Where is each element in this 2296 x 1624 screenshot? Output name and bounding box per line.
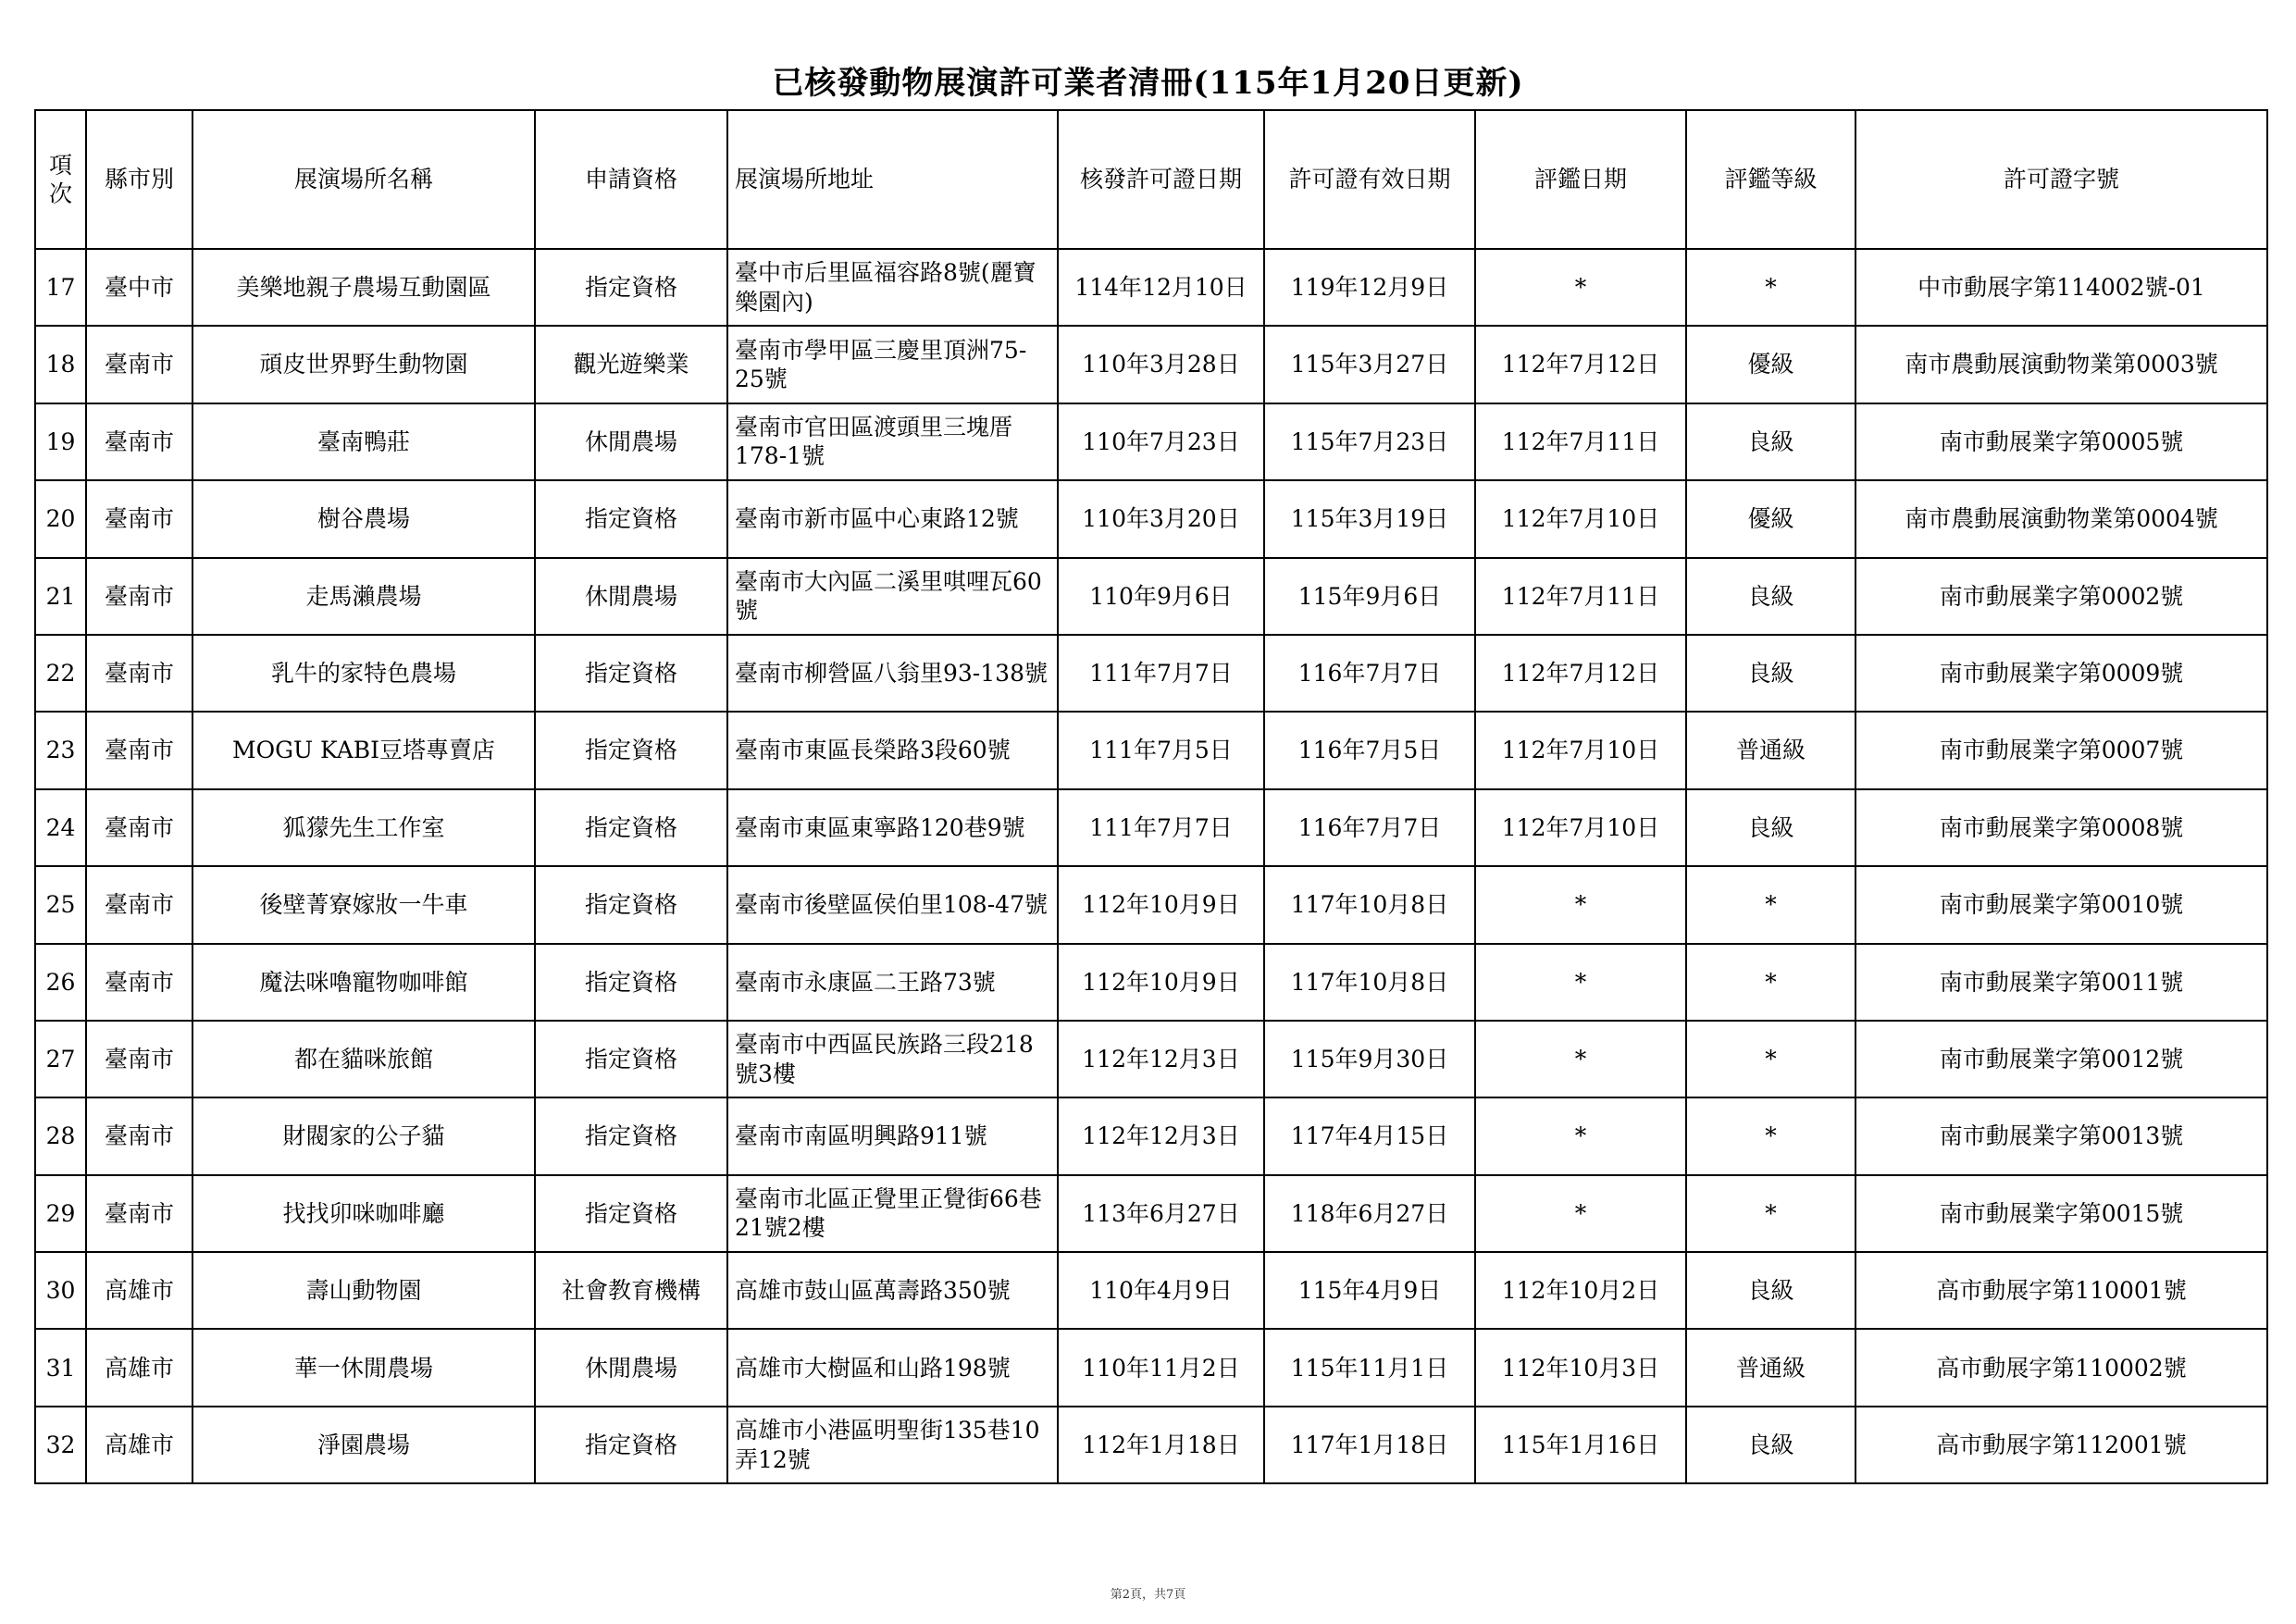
- cell-qualification: 指定資格: [535, 1175, 727, 1252]
- cell-city: 臺南市: [86, 635, 192, 712]
- cell-city: 臺南市: [86, 558, 192, 635]
- header-valid-date: 許可證有效日期: [1264, 110, 1475, 249]
- cell-address: 臺南市官田區渡頭里三塊厝178-1號: [727, 403, 1058, 480]
- table-row: [35, 635, 2267, 712]
- cell-evaluation-date: 112年10月3日: [1475, 1329, 1686, 1406]
- cell-item-no: 27: [35, 1021, 86, 1097]
- cell-city: 臺南市: [86, 1175, 192, 1252]
- cell-item-no: 22: [35, 635, 86, 712]
- cell-qualification: 觀光遊樂業: [535, 326, 727, 403]
- cell-address: 臺南市東區長榮路3段60號: [727, 712, 1058, 788]
- cell-evaluation-grade: *: [1686, 944, 1855, 1021]
- cell-venue-name: 魔法咪嚕寵物咖啡館: [192, 944, 535, 1021]
- cell-valid-date: 116年7月7日: [1264, 635, 1475, 712]
- cell-venue-name: 樹谷農場: [192, 480, 535, 557]
- cell-evaluation-date: *: [1475, 1021, 1686, 1097]
- cell-issue-date: 110年3月28日: [1058, 326, 1264, 403]
- cell-qualification: 指定資格: [535, 480, 727, 557]
- cell-address: 臺南市學甲區三慶里頂洲75-25號: [727, 326, 1058, 403]
- cell-qualification: 指定資格: [535, 789, 727, 866]
- cell-evaluation-grade: *: [1686, 1175, 1855, 1252]
- cell-address: 臺南市北區正覺里正覺街66巷21號2樓: [727, 1175, 1058, 1252]
- cell-venue-name: 後壁菁寮嫁妝一牛車: [192, 866, 535, 943]
- cell-item-no: 18: [35, 326, 86, 403]
- cell-evaluation-date: 112年7月11日: [1475, 403, 1686, 480]
- cell-address: 臺南市永康區二王路73號: [727, 944, 1058, 1021]
- cell-evaluation-date: 115年1月16日: [1475, 1407, 1686, 1483]
- cell-valid-date: 117年4月15日: [1264, 1097, 1475, 1174]
- cell-evaluation-grade: *: [1686, 1021, 1855, 1097]
- cell-valid-date: 115年9月30日: [1264, 1021, 1475, 1097]
- table-header-row: [35, 110, 2267, 249]
- table-row: [35, 712, 2267, 788]
- cell-evaluation-grade: 優級: [1686, 480, 1855, 557]
- cell-permit-number: 南市動展業字第0010號: [1855, 866, 2267, 943]
- cell-qualification: 指定資格: [535, 944, 727, 1021]
- cell-valid-date: 119年12月9日: [1264, 249, 1475, 326]
- table-row: [35, 1329, 2267, 1406]
- header-evaluation-date: 評鑑日期: [1475, 110, 1686, 249]
- cell-qualification: 指定資格: [535, 1021, 727, 1097]
- cell-evaluation-grade: 良級: [1686, 403, 1855, 480]
- cell-issue-date: 110年3月20日: [1058, 480, 1264, 557]
- cell-address: 高雄市小港區明聖街135巷10弄12號: [727, 1407, 1058, 1483]
- cell-city: 高雄市: [86, 1329, 192, 1406]
- cell-item-no: 17: [35, 249, 86, 326]
- cell-venue-name: 財閥家的公子貓: [192, 1097, 535, 1174]
- cell-venue-name: 都在貓咪旅館: [192, 1021, 535, 1097]
- cell-evaluation-grade: 優級: [1686, 326, 1855, 403]
- cell-issue-date: 110年11月2日: [1058, 1329, 1264, 1406]
- table-row: [35, 944, 2267, 1021]
- cell-evaluation-date: *: [1475, 1175, 1686, 1252]
- cell-city: 臺中市: [86, 249, 192, 326]
- cell-permit-number: 中市動展字第114002號-01: [1855, 249, 2267, 326]
- cell-city: 臺南市: [86, 1021, 192, 1097]
- cell-permit-number: 南市動展業字第0015號: [1855, 1175, 2267, 1252]
- cell-venue-name: MOGU KABI豆塔專賣店: [192, 712, 535, 788]
- table-row: [35, 403, 2267, 480]
- cell-permit-number: 南市農動展演動物業第0003號: [1855, 326, 2267, 403]
- cell-evaluation-grade: *: [1686, 249, 1855, 326]
- cell-issue-date: 113年6月27日: [1058, 1175, 1264, 1252]
- cell-venue-name: 壽山動物園: [192, 1252, 535, 1329]
- cell-valid-date: 115年4月9日: [1264, 1252, 1475, 1329]
- cell-issue-date: 111年7月5日: [1058, 712, 1264, 788]
- cell-issue-date: 112年10月9日: [1058, 944, 1264, 1021]
- cell-issue-date: 110年9月6日: [1058, 558, 1264, 635]
- header-issue-date: 核發許可證日期: [1058, 110, 1264, 249]
- cell-qualification: 指定資格: [535, 1407, 727, 1483]
- cell-city: 臺南市: [86, 712, 192, 788]
- cell-issue-date: 111年7月7日: [1058, 789, 1264, 866]
- cell-evaluation-date: *: [1475, 944, 1686, 1021]
- cell-permit-number: 南市農動展演動物業第0004號: [1855, 480, 2267, 557]
- cell-city: 臺南市: [86, 326, 192, 403]
- table-row: [35, 789, 2267, 866]
- cell-venue-name: 華一休閒農場: [192, 1329, 535, 1406]
- cell-evaluation-grade: 良級: [1686, 635, 1855, 712]
- cell-item-no: 23: [35, 712, 86, 788]
- cell-address: 臺中市后里區福容路8號(麗寶樂園內): [727, 249, 1058, 326]
- header-permit-number: 許可證字號: [1855, 110, 2267, 249]
- table-row: [35, 480, 2267, 557]
- cell-venue-name: 美樂地親子農場互動園區: [192, 249, 535, 326]
- cell-address: 臺南市東區東寧路120巷9號: [727, 789, 1058, 866]
- cell-qualification: 社會教育機構: [535, 1252, 727, 1329]
- header-city: 縣市別: [86, 110, 192, 249]
- cell-issue-date: 111年7月7日: [1058, 635, 1264, 712]
- cell-evaluation-grade: 普通級: [1686, 712, 1855, 788]
- cell-evaluation-date: *: [1475, 249, 1686, 326]
- page-footer: 第2頁，共7頁: [1110, 1588, 1186, 1602]
- header-venue-name: 展演場所名稱: [192, 110, 535, 249]
- cell-address: 臺南市南區明興路911號: [727, 1097, 1058, 1174]
- cell-qualification: 休閒農場: [535, 403, 727, 480]
- table-row: [35, 1021, 2267, 1097]
- table-row: [35, 866, 2267, 943]
- cell-permit-number: 南市動展業字第0008號: [1855, 789, 2267, 866]
- table-row: [35, 1097, 2267, 1174]
- cell-item-no: 20: [35, 480, 86, 557]
- cell-issue-date: 110年7月23日: [1058, 403, 1264, 480]
- cell-issue-date: 114年12月10日: [1058, 249, 1264, 326]
- cell-venue-name: 找找卯咪咖啡廳: [192, 1175, 535, 1252]
- cell-city: 臺南市: [86, 480, 192, 557]
- cell-valid-date: 115年11月1日: [1264, 1329, 1475, 1406]
- cell-permit-number: 南市動展業字第0007號: [1855, 712, 2267, 788]
- cell-evaluation-date: *: [1475, 1097, 1686, 1174]
- cell-evaluation-date: 112年7月11日: [1475, 558, 1686, 635]
- cell-item-no: 28: [35, 1097, 86, 1174]
- cell-city: 臺南市: [86, 1097, 192, 1174]
- cell-venue-name: 狐獴先生工作室: [192, 789, 535, 866]
- cell-issue-date: 112年12月3日: [1058, 1021, 1264, 1097]
- cell-item-no: 25: [35, 866, 86, 943]
- cell-issue-date: 112年10月9日: [1058, 866, 1264, 943]
- cell-city: 高雄市: [86, 1252, 192, 1329]
- cell-qualification: 休閒農場: [535, 1329, 727, 1406]
- cell-evaluation-grade: *: [1686, 866, 1855, 943]
- cell-permit-number: 南市動展業字第0011號: [1855, 944, 2267, 1021]
- cell-address: 高雄市鼓山區萬壽路350號: [727, 1252, 1058, 1329]
- header-evaluation-grade: 評鑑等級: [1686, 110, 1855, 249]
- cell-evaluation-grade: 良級: [1686, 558, 1855, 635]
- cell-permit-number: 南市動展業字第0012號: [1855, 1021, 2267, 1097]
- cell-permit-number: 高市動展字第110002號: [1855, 1329, 2267, 1406]
- header-qualification: 申請資格: [535, 110, 727, 249]
- cell-permit-number: 高市動展字第110001號: [1855, 1252, 2267, 1329]
- cell-address: 臺南市後壁區侯伯里108-47號: [727, 866, 1058, 943]
- cell-item-no: 24: [35, 789, 86, 866]
- cell-item-no: 26: [35, 944, 86, 1021]
- cell-venue-name: 臺南鴨莊: [192, 403, 535, 480]
- cell-issue-date: 110年4月9日: [1058, 1252, 1264, 1329]
- cell-valid-date: 115年3月19日: [1264, 480, 1475, 557]
- cell-evaluation-grade: 良級: [1686, 1407, 1855, 1483]
- cell-address: 臺南市柳營區八翁里93-138號: [727, 635, 1058, 712]
- cell-item-no: 31: [35, 1329, 86, 1406]
- cell-evaluation-date: *: [1475, 866, 1686, 943]
- cell-address: 臺南市大內區二溪里唭哩瓦60號: [727, 558, 1058, 635]
- cell-evaluation-date: 112年7月10日: [1475, 712, 1686, 788]
- cell-venue-name: 淨園農場: [192, 1407, 535, 1483]
- cell-valid-date: 117年10月8日: [1264, 944, 1475, 1021]
- cell-venue-name: 走馬瀨農場: [192, 558, 535, 635]
- cell-permit-number: 高市動展字第112001號: [1855, 1407, 2267, 1483]
- cell-evaluation-grade: 普通級: [1686, 1329, 1855, 1406]
- cell-evaluation-date: 112年10月2日: [1475, 1252, 1686, 1329]
- cell-qualification: 指定資格: [535, 1097, 727, 1174]
- cell-address: 高雄市大樹區和山路198號: [727, 1329, 1058, 1406]
- cell-evaluation-date: 112年7月10日: [1475, 789, 1686, 866]
- cell-evaluation-grade: 良級: [1686, 1252, 1855, 1329]
- cell-valid-date: 118年6月27日: [1264, 1175, 1475, 1252]
- cell-venue-name: 頑皮世界野生動物園: [192, 326, 535, 403]
- cell-issue-date: 112年12月3日: [1058, 1097, 1264, 1174]
- cell-city: 高雄市: [86, 1407, 192, 1483]
- table-row: [35, 1407, 2267, 1483]
- permit-table: [34, 109, 2268, 1484]
- cell-address: 臺南市新市區中心東路12號: [727, 480, 1058, 557]
- cell-qualification: 指定資格: [535, 866, 727, 943]
- cell-valid-date: 115年3月27日: [1264, 326, 1475, 403]
- cell-valid-date: 116年7月7日: [1264, 789, 1475, 866]
- cell-evaluation-grade: *: [1686, 1097, 1855, 1174]
- table-row: [35, 558, 2267, 635]
- cell-issue-date: 112年1月18日: [1058, 1407, 1264, 1483]
- cell-valid-date: 115年9月6日: [1264, 558, 1475, 635]
- cell-valid-date: 115年7月23日: [1264, 403, 1475, 480]
- cell-evaluation-date: 112年7月12日: [1475, 326, 1686, 403]
- cell-valid-date: 117年1月18日: [1264, 1407, 1475, 1483]
- cell-evaluation-date: 112年7月10日: [1475, 480, 1686, 557]
- table-row: [35, 1175, 2267, 1252]
- header-item-no: 項次: [35, 110, 86, 249]
- cell-permit-number: 南市動展業字第0013號: [1855, 1097, 2267, 1174]
- cell-permit-number: 南市動展業字第0009號: [1855, 635, 2267, 712]
- cell-item-no: 21: [35, 558, 86, 635]
- cell-evaluation-grade: 良級: [1686, 789, 1855, 866]
- cell-city: 臺南市: [86, 789, 192, 866]
- cell-item-no: 29: [35, 1175, 86, 1252]
- cell-city: 臺南市: [86, 403, 192, 480]
- header-address: 展演場所地址: [727, 110, 1058, 249]
- cell-evaluation-date: 112年7月12日: [1475, 635, 1686, 712]
- cell-city: 臺南市: [86, 944, 192, 1021]
- cell-address: 臺南市中西區民族路三段218號3樓: [727, 1021, 1058, 1097]
- cell-city: 臺南市: [86, 866, 192, 943]
- cell-valid-date: 117年10月8日: [1264, 866, 1475, 943]
- cell-valid-date: 116年7月5日: [1264, 712, 1475, 788]
- cell-permit-number: 南市動展業字第0005號: [1855, 403, 2267, 480]
- cell-qualification: 指定資格: [535, 635, 727, 712]
- cell-qualification: 指定資格: [535, 249, 727, 326]
- cell-qualification: 指定資格: [535, 712, 727, 788]
- cell-venue-name: 乳牛的家特色農場: [192, 635, 535, 712]
- cell-item-no: 19: [35, 403, 86, 480]
- cell-item-no: 32: [35, 1407, 86, 1483]
- page-title: 已核發動物展演許可業者清冊(115年1月20日更新): [772, 65, 1524, 102]
- table-row: [35, 326, 2267, 403]
- cell-item-no: 30: [35, 1252, 86, 1329]
- table-row: [35, 249, 2267, 326]
- cell-permit-number: 南市動展業字第0002號: [1855, 558, 2267, 635]
- table-row: [35, 1252, 2267, 1329]
- cell-qualification: 休閒農場: [535, 558, 727, 635]
